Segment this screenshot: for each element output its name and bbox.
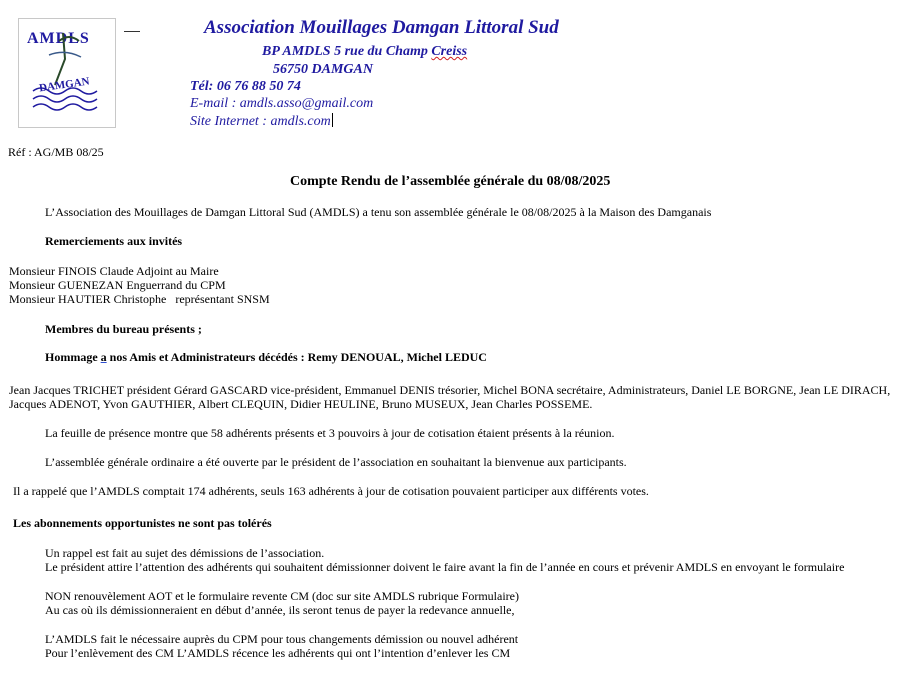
- resignation-line: Un rappel est fait au sujet des démissions de l’association.: [45, 546, 325, 560]
- sailboat-icon: [19, 19, 115, 127]
- tribute-line: [45, 350, 487, 365]
- bureau-members-line: Jean Jacques TRICHET président Gérard GASCARD vice-président, Emmanuel DENIS trésorier, Michel BONA secrétaire, Administrateurs, Daniel LE BORGNE, Jean LE DIRACH,: [9, 383, 891, 397]
- document-title: Compte Rendu de l’assemblée générale du 08/08/2025: [290, 174, 611, 189]
- intro-paragraph: L’Association des Mouillages de Damgan Littoral Sud (AMDLS) a tenu son assemblée générale le 08/08/2025 à la Maison des Damganais: [45, 205, 712, 219]
- site-text: Site Internet : amdls.com: [190, 114, 331, 129]
- site: [190, 113, 333, 130]
- amdls-logo: [18, 18, 116, 128]
- guest-line: Monsieur FINOIS Claude Adjoint au Maire: [9, 264, 219, 278]
- address-street-word: Creiss: [431, 44, 468, 59]
- postal-city: 56750 DAMGAN: [273, 62, 373, 77]
- members-count-paragraph: Il a rappelé que l’AMDLS comptait 174 adhérents, seuls 163 adhérents à jour de cotisation pouvaient participer aux différents votes.: [13, 484, 649, 498]
- bureau-members-line: Jacques ADENOT, Yvon GAUTHIER, Albert CLEQUIN, Didier HEULINE, Bruno MUSEUX, Jean Charles POSSEME.: [9, 397, 593, 411]
- cpm-line: L’AMDLS fait le nécessaire auprès du CPM pour tous changements démission ou nouvel adhérent: [45, 632, 519, 646]
- tribute-before: Hommage: [45, 350, 101, 364]
- reference: Réf : AG/MB 08/25: [8, 145, 104, 159]
- address-line: [262, 44, 467, 60]
- email: E-mail : amdls.asso@gmail.com: [190, 96, 374, 111]
- bureau-heading: Membres du bureau présents ;: [45, 322, 202, 336]
- cpm-line: Pour l’enlèvement des CM L’AMDLS récence les adhérents qui ont l’intention d’enlever les CM: [45, 646, 511, 660]
- guest-line: Monsieur GUENEZAN Enguerrand du CPM: [9, 278, 226, 292]
- form-line: NON renouvèlement AOT et le formulaire revente CM (doc sur site AMDLS rubrique Formulaire): [45, 589, 519, 603]
- address-prefix: BP AMDLS 5 rue du Champ: [262, 44, 432, 59]
- header-dash: [124, 31, 140, 32]
- attendance-paragraph: La feuille de présence montre que 58 adhérents présents et 3 pouvoirs à jour de cotisation étaient présents à la réunion.: [45, 426, 615, 440]
- tribute-after: nos Amis et Administrateurs décédés : Remy DENOUAL, Michel LEDUC: [106, 350, 487, 364]
- logo-text: AMDLS: [27, 30, 90, 47]
- logo-town: DAMGAN: [38, 75, 91, 95]
- guest-line: Monsieur HAUTIER Christophe représentant SNSM: [9, 292, 270, 306]
- phone: Tél: 06 76 88 50 74: [190, 79, 301, 94]
- resignation-line: Le président attire l’attention des adhérents qui souhaitent démissionner doivent le faire avant la fin de l’année en cours et prévenir AMDLS en envoyant le formulaire: [45, 560, 845, 574]
- opening-paragraph: L’assemblée générale ordinaire a été ouverte par le président de l’association en souhaitant la bienvenue aux participants.: [45, 455, 627, 469]
- org-name: Association Mouillages Damgan Littoral Sud: [204, 17, 559, 38]
- subscriptions-heading: Les abonnements opportunistes ne sont pas tolérés: [13, 516, 272, 530]
- form-line: Au cas où ils démissionneraient en début d’année, ils seront tenus de payer la redevance annuelle,: [45, 603, 515, 617]
- tribute-word-a: a: [100, 350, 107, 364]
- text-cursor: [332, 113, 333, 127]
- thanks-heading: Remerciements aux invités: [45, 234, 183, 248]
